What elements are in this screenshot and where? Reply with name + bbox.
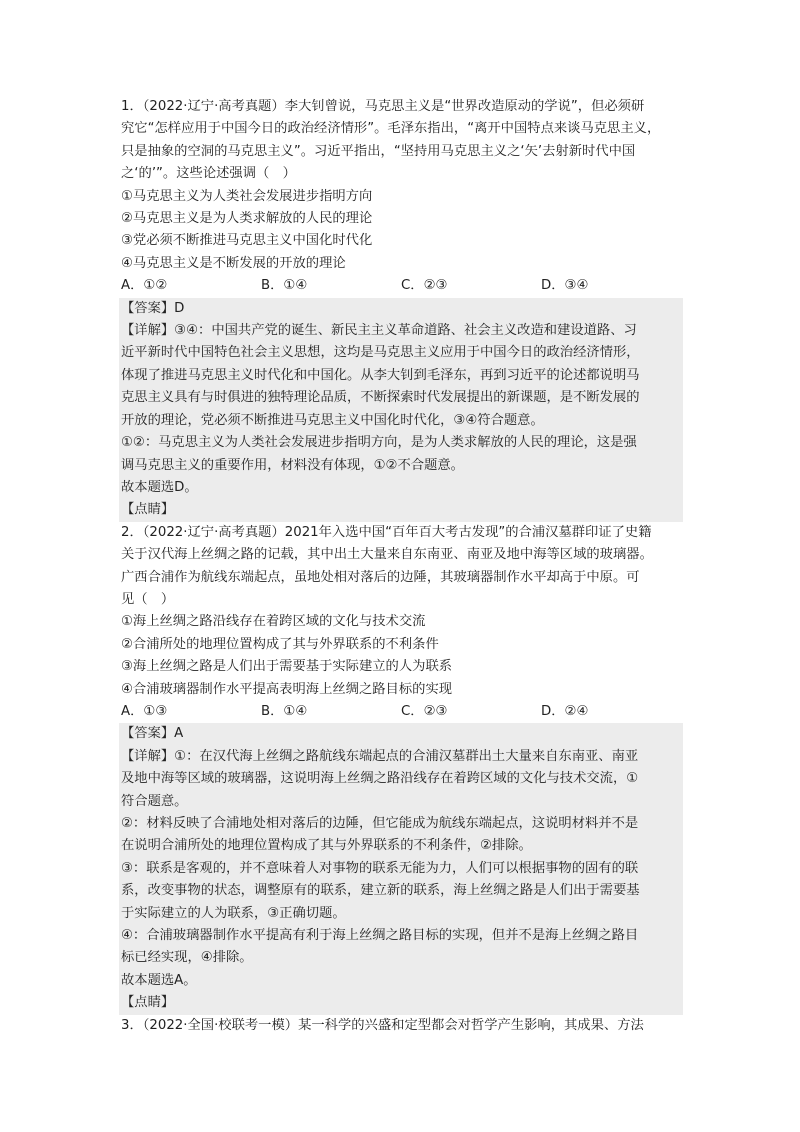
question-stem-line: 2．（2022·辽宁·高考真题）2021年入选中国“百年百大考古发现”的合浦汉墓群印证了史籍 <box>121 524 652 540</box>
detail-line: 故本题选A。 <box>121 972 197 988</box>
question-3 <box>121 1015 681 1037</box>
choice-row <box>121 275 681 297</box>
detail-line: 近平新时代中国特色社会主义思想，这均是马克思主义应用于中国今日的政治经济情形， <box>121 345 640 361</box>
detail-line: 标已经实现，④排除。 <box>121 950 253 966</box>
question-stem-line: 之‘的’”。这些论述强调（ ） <box>121 166 296 182</box>
detail-line: ②：材料反映了合浦地处相对落后的边陲，但它能成为航线东端起点，这说明材料并不是 <box>121 816 639 831</box>
statement-item: ①海上丝绸之路沿线存在着跨区域的文化与技术交流 <box>121 614 426 630</box>
question-stem-line: 广西合浦作为航线东端起点，虽地处相对落后的边陲，其玻璃器制作水平却高于中原。可 <box>121 569 640 585</box>
answer-block <box>119 298 683 522</box>
question-stem-line: 关于汉代海上丝绸之路的记载，其中出土大量来自东南亚、南亚及地中海等区域的玻璃器。 <box>121 547 653 563</box>
choice-d: D．③④ <box>541 278 589 294</box>
question-stem-line: 3．（2022·全国·校联考一模）某一科学的兴盛和定型都会对哲学产生影响，其成果、方法 <box>121 1017 644 1033</box>
detail-line: 克思主义具有与时俱进的独特理论品质，不断探索时代发展提出的新课题，是不断发展的 <box>121 390 640 406</box>
detail-line: ④：合浦玻璃器制作水平提高有利于海上丝绸之路目标的实现，但并不是海上丝绸之路目 <box>121 928 639 944</box>
answer-line: 【答案】A <box>121 726 184 742</box>
answer-line: 【答案】D <box>121 300 185 316</box>
detail-line: 调马克思主义的重要作用，材料没有体现，①②不合题意。 <box>121 457 464 473</box>
statement-item: ③海上丝绸之路是人们出于需要基于实际建立的人为联系 <box>121 659 453 675</box>
detail-line: 体现了推进马克思主义时代化和中国化。从李大钊到毛泽东，再到习近平的论述都说明马 <box>121 367 640 383</box>
answer-block <box>119 723 683 1014</box>
question-1 <box>121 96 681 522</box>
choice-b: B．①④ <box>261 278 308 294</box>
detail-line: 在说明合浦所处的地理位置构成了其与外界联系的不利条件，②排除。 <box>121 838 532 854</box>
detail-line: 【详解】③④：中国共产党的诞生、新民主主义革命道路、社会主义改造和建设道路、习 <box>121 323 637 339</box>
detail-line: 于实际建立的人为联系，③正确切题。 <box>121 905 346 921</box>
statement-item: ①马克思主义为人类社会发展进步指明方向 <box>121 188 373 204</box>
choice-a: A．①② <box>121 278 168 294</box>
detail-line: ①②：马克思主义为人类社会发展进步指明方向，是为人类求解放的人民的理论，这是强 <box>121 435 637 451</box>
question-stem-line: 1．（2022·辽宁·高考真题）李大钊曾说，马克思主义是“世界改造原动的学说”，但必须研 <box>121 99 645 114</box>
detail-line: 符合题意。 <box>121 793 188 809</box>
statement-item: ③党必须不断推进马克思主义中国化时代化 <box>121 233 373 249</box>
choice-c: C．②③ <box>401 278 448 294</box>
question-2 <box>121 522 681 1015</box>
question-stem-line: 见（ ） <box>121 591 175 607</box>
choice-a: A．①③ <box>121 703 168 719</box>
statement-item: ②合浦所处的地理位置构成了其与外界联系的不利条件 <box>121 636 439 652</box>
statement-item: ④合浦玻璃器制作水平提高表明海上丝绸之路目标的实现 <box>121 681 453 697</box>
choice-b: B．①④ <box>261 703 308 719</box>
choice-row <box>121 701 681 723</box>
statement-item: ④马克思主义是不断发展的开放的理论 <box>121 255 346 271</box>
comment-line: 【点睛】 <box>121 502 175 518</box>
detail-line: 及地中海等区域的玻璃器，这说明海上丝绸之路沿线存在着跨区域的文化与技术交流，① <box>121 771 639 787</box>
document-page <box>121 96 681 1037</box>
detail-line: 系，改变事物的状态，调整原有的联系，建立新的联系，海上丝绸之路是人们出于需要基 <box>121 883 640 899</box>
detail-line: 【详解】①：在汉代海上丝绸之路航线东端起点的合浦汉墓群出土大量来自东南亚、南亚 <box>121 748 639 764</box>
detail-line: 开放的理论，党必须不断推进马克思主义中国化时代化，③④符合题意。 <box>121 412 544 428</box>
choice-d: D．②④ <box>541 703 589 719</box>
detail-line: 故本题选D。 <box>121 479 198 495</box>
comment-line: 【点睛】 <box>121 995 175 1011</box>
question-stem-line: 究它“怎样应用于中国今日的政治经济情形”。毛泽东指出，“离开中国特点来谈马克思主义， <box>121 121 661 137</box>
question-stem-line: 只是抽象的空洞的马克思主义”。习近平指出，“坚持用马克思主义之‘矢’去射新时代中国 <box>121 143 636 159</box>
detail-line: ③：联系是客观的，并不意味着人对事物的联系无能为力，人们可以根据事物的固有的联 <box>121 860 639 876</box>
choice-c: C．②③ <box>401 703 448 719</box>
statement-item: ②马克思主义是为人类求解放的人民的理论 <box>121 211 373 227</box>
